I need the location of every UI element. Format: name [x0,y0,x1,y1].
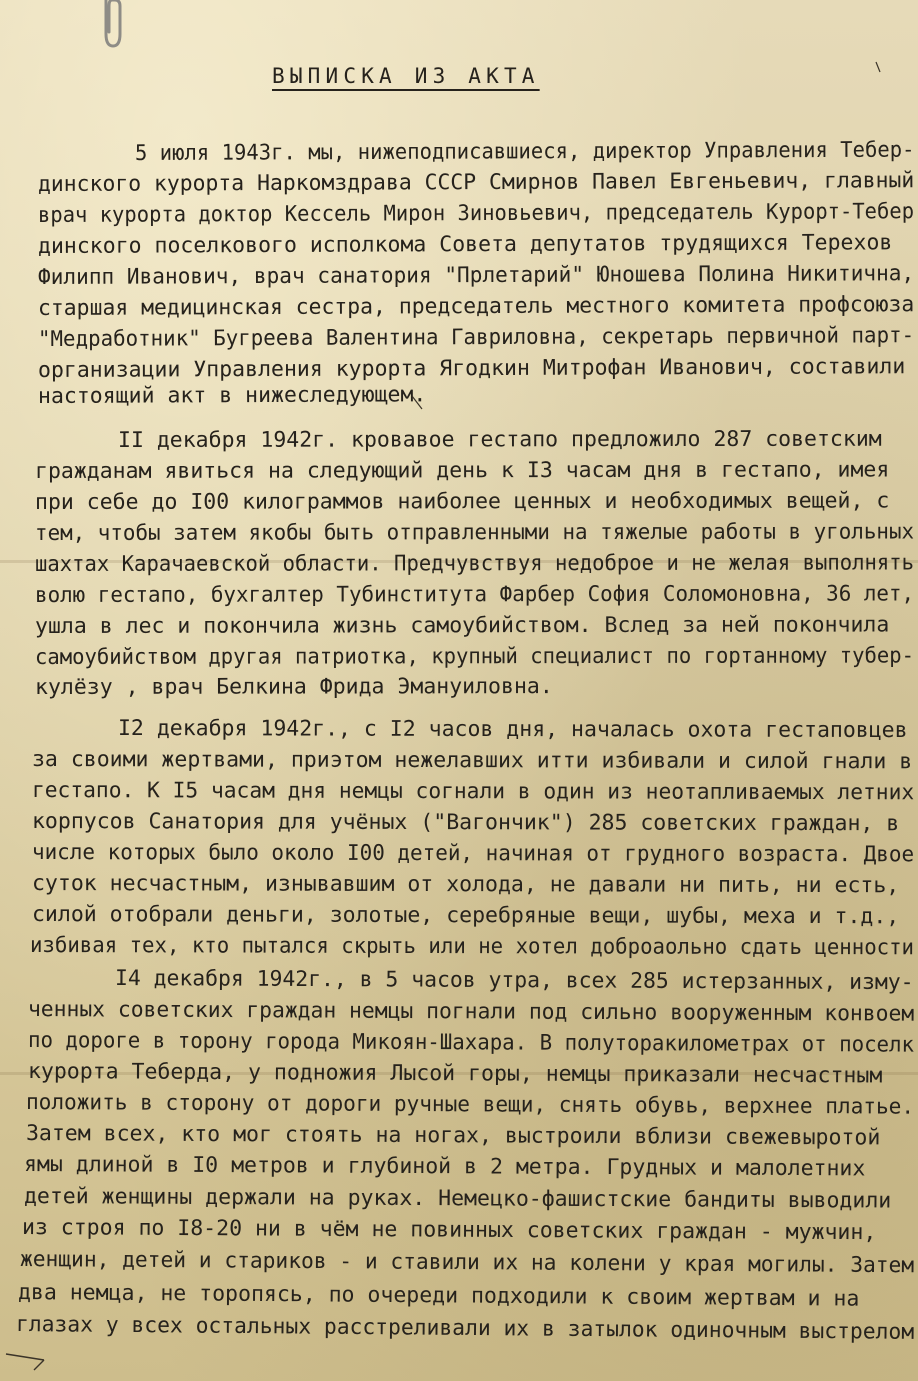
text-line: динского поселкового исполкома Совета депутатов трудящихся Терехов [37,230,893,259]
text-line: I2 декабря 1942г., с I2 часов дня, началась охота гестаповцев [117,716,908,744]
text-line: 5 июля 1943г. мы, нижеподписавшиеся, директор Управления Тебер- [134,137,915,166]
document-title: ВЫПИСКА ИЗ АКТА [272,64,540,88]
text-line: положить в сторону от дороги ручные вещи, снять обувь, верхнее платье. [25,1090,915,1120]
stray-pen-mark [872,58,892,78]
text-line: ушла в лес и покончила жизнь самоубийством. Вслед за ней покончила [34,612,890,639]
text-line: по дороге в торону города Микоян-Шахара. В полуторакилометрах от поселк [27,1028,915,1058]
text-line: корпусов Санатория для учёных ("Вагончик") 285 советских граждан, в [31,809,900,837]
paper-clip-icon [94,0,128,52]
text-line: суток несчастным, изнывавшим от холода, не давали ни пить, ни есть, [31,871,900,899]
text-line: два немца, не торопясь, по очереди подходили к своим жертвам и на [17,1280,860,1312]
text-line: женщин, детей и стариков - и ставили их на колени у края могилы. Затем [19,1247,915,1279]
text-line: детей женщины держали на руках. Немецко-фашистские бандиты выводили [23,1184,892,1214]
text-line: числе которых было около I00 детей, начиная от грудного возраста. Двое [31,840,915,868]
text-line: I4 декабря 1942г., в 5 часов утра, всех 285 истерзанных, изму- [114,966,914,996]
text-line: врач курорта доктор Кессель Мирон Зиновьевич, председатель Курорт-Тебер [37,199,915,228]
text-line: самоубийством другая патриотка, крупный специалист по гортанному тубер- [34,643,915,670]
text-line: Филипп Иванович, врач санатория "Прлетарий" Юношева Полина Никитична, [37,261,915,290]
text-line: гражданам явиться на следующий день к I3 часам дня в гестапо, имея [34,457,890,484]
text-line: "Медработник" Бугреева Валентина Гавриловна, секретарь первичной парт- [37,323,915,352]
text-line: гестапо. К I5 часам дня немцы согнали в один из неотапливаемых летних [31,778,915,806]
text-line: силой отобрали деньги, золотые, серебряные вещи, шубы, меха и т.д., [31,902,900,930]
text-line: ченных советских граждан немцы погнали под сильно вооруженным конвоем [27,997,915,1027]
text-line: волю гестапо, бухгалтер Тубинститута Фарбер София Соломоновна, 36 лет, [34,581,915,608]
text-line: при себе до I00 килограммов наиболее ценных и необходимых вещей, с [34,488,890,515]
text-line: за своими жертвами, приэтом нежелавших итти избивали и силой гнали в [31,747,913,775]
text-line: настоящий акт в нижеследующем. [37,382,427,409]
text-line: тем, чтобы затем якобы быть отправленными на тяжелые работы в угольных [34,519,915,546]
text-line: кулёзу , врач Белкина Фрида Эмануиловна. [34,674,553,700]
text-line: из строя по I8-20 ни в чём не повинных советских граждан - мужчин, [21,1215,877,1246]
text-line: Затем всех, кто мог стоять на ногах, выстроили вблизи свежевыротой [25,1121,881,1151]
text-line: ямы длиной в I0 метров и глубиной в 2 метра. Грудных и малолетних [23,1152,866,1182]
text-line: глазах у всех остальных расстреливали их в затылок одиночным выстрелом [15,1312,915,1345]
text-line: старшая медицинская сестра, председатель местного комитета профсоюза [37,292,915,321]
text-line: курорта Теберда, у подножия Лысой горы, немцы приказали несчастным [27,1059,883,1089]
text-line: избивая тех, кто пытался скрыть или не хотел доброаольно сдать ценности [29,933,915,961]
text-line: организации Управления курорта Ягодкин Митрофан Иванович, составили [37,354,906,383]
text-line: шахтах Карачаевской области. Предчувствуя недоброе и не желая выполнять [34,550,915,577]
text-line: динского курорта Наркомздрава СССР Смирнов Павел Евгеньевич, главный [37,168,915,197]
stray-pen-mark [410,394,432,412]
text-line: II декабря 1942г. кровавое гестапо предложило 287 советским [117,426,882,453]
stray-pen-mark [4,1344,48,1374]
